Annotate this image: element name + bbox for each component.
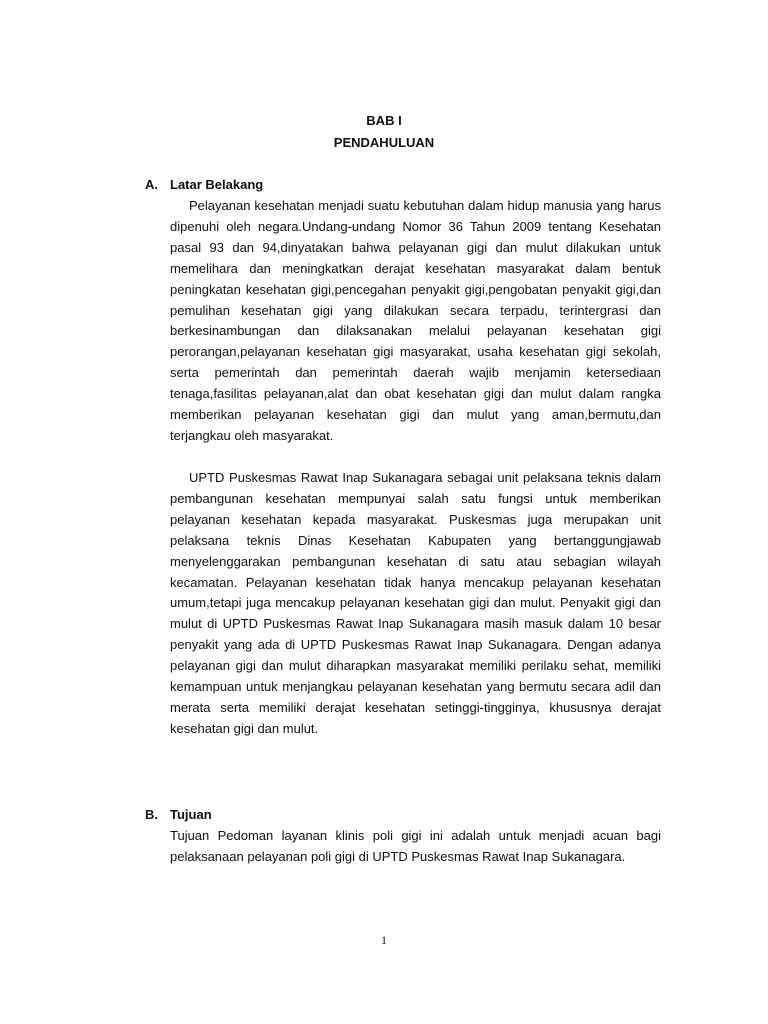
- chapter-title: PENDAHULUAN: [333, 135, 435, 150]
- page-number: 1: [381, 933, 387, 947]
- paragraph-tujuan-1: Tujuan Pedoman layanan klinis poli gigi ini adalah untuk menjadi acuan bagi pelaksanaan pelayanan poli gigi di UPTD Puskesmas Rawat Inap Sukanagara.: [170, 828, 661, 864]
- paragraph-latar-belakang-2: UPTD Puskesmas Rawat Inap Sukanagara sebagai unit pelaksana teknis dalam pembangunan kesehatan mempunyai salah satu fungsi untuk memberikan pelayanan kesehatan kepada masyarakat. Puskesmas juga merupakan unit pelaksana teknis Dinas Kesehatan Kabupaten yang bertanggungjawab menyelenggarakan pembangunan kesehatan di satu atau sebagian wilayah kecamatan. Pelayanan kesehatan tidak hanya mencakup pelayanan kesehatan umum,tetapi juga mencakup pelayanan kesehatan gigi dan mulut. Penyakit gigi dan mulut di UPTD Puskesmas Rawat Inap Sukanagara masih masuk dalam 10 besar penyakit yang ada di UPTD Puskesmas Rawat Inap Sukanagara. Dengan adanya pelayanan gigi dan mulut diharapkan masyarakat memiliki perilaku sehat, memiliki kemampuan untuk menjangkau pelayanan kesehatan yang bermutu secara adil dan merata serta memiliki derajat kesehatan setinggi-tingginya, khususnya derajat kesehatan gigi dan mulut.: [170, 470, 661, 736]
- section-letter: B.: [145, 807, 158, 822]
- section-letter: A.: [145, 177, 158, 192]
- section-title: Tujuan: [170, 807, 212, 822]
- section-heading-tujuan: [145, 807, 212, 822]
- chapter-number: BAB I: [366, 113, 402, 128]
- section-title: Latar Belakang: [170, 177, 264, 192]
- paragraph-latar-belakang-1: Pelayanan kesehatan menjadi suatu kebutuhan dalam hidup manusia yang harus dipenuhi oleh negara.Undang-undang Nomor 36 Tahun 2009 tentang Kesehatan pasal 93 dan 94,dinyatakan bahwa pelayanan gigi dan mulut dilakukan untuk memelihara dan meningkatkan derajat kesehatan masyarakat dalam bentuk peningkatan kesehatan gigi,pencegahan penyakit gigi,pengobatan penyakit gigi,dan pemulihan kesehatan gigi yang dilakukan secara terpadu, terintergrasi dan berkesinambungan dan dilaksanakan melalui pelayanan kesehatan gigi perorangan,pelayanan kesehatan gigi masyarakat, usaha kesehatan gigi sekolah, serta pemerintah dan pemerintah daerah wajib menjamin ketersediaan tenaga,fasilitas pelayanan,alat dan obat kesehatan gigi dan mulut dalam rangka memberikan pelayanan kesehatan gigi dan mulut yang aman,bermutu,dan terjangkau oleh masyarakat.: [170, 198, 661, 443]
- section-heading-latar-belakang: [145, 177, 263, 192]
